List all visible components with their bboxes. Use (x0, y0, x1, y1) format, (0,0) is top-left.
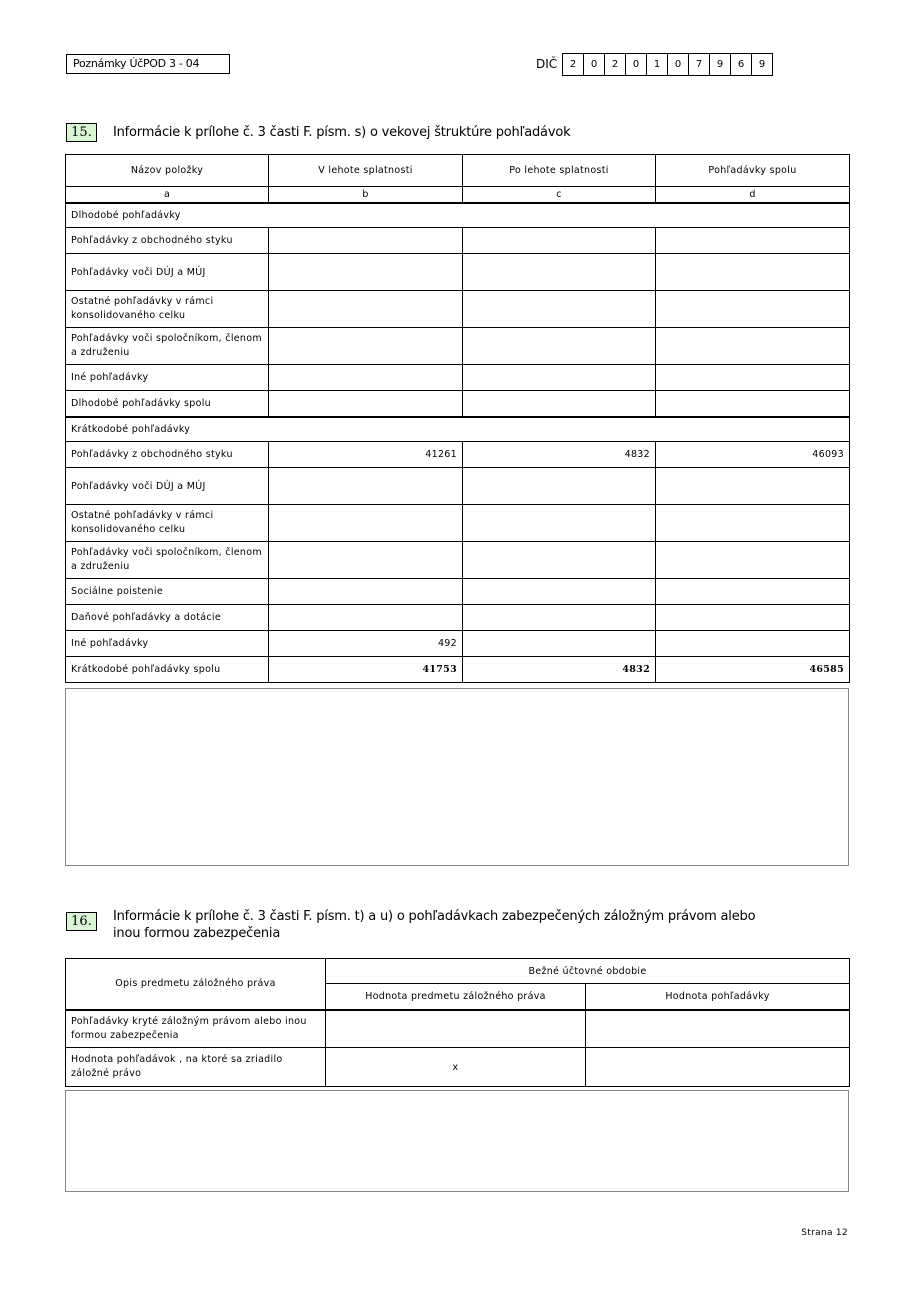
table-row (66, 505, 850, 542)
row-label: Pohľadávky kryté záložným právom alebo inou formou zabezpečenia (66, 1010, 326, 1048)
cell-past-due[interactable] (463, 631, 656, 657)
col-header-receivable-value: Hodnota pohľadávky (586, 984, 850, 1010)
table-row (66, 579, 850, 605)
cell-within-due (269, 391, 463, 417)
table-header-row (66, 959, 850, 984)
col-letter: a (66, 187, 269, 203)
cell-past-due[interactable] (463, 254, 656, 291)
cell-within-due[interactable] (269, 505, 463, 542)
cell-total[interactable] (656, 228, 850, 254)
cell-within-due[interactable] (269, 605, 463, 631)
cell-within-due[interactable] (269, 291, 463, 328)
cell-within-due[interactable] (269, 468, 463, 505)
dic-digit: 9 (758, 59, 766, 70)
dic-digit: 1 (647, 54, 668, 75)
cell-total[interactable] (656, 365, 850, 391)
cell-within-due[interactable] (269, 328, 463, 365)
table-row (66, 228, 850, 254)
table-row (66, 1048, 850, 1087)
row-label: Pohľadávky z obchodného styku (66, 228, 269, 254)
cell-past-due[interactable] (463, 365, 656, 391)
row-label: Sociálne poistenie (66, 579, 269, 605)
cell-within-due[interactable] (269, 579, 463, 605)
row-label: Iné pohľadávky (66, 365, 269, 391)
section-15-notes-field[interactable] (65, 688, 849, 866)
cell-receivable-value[interactable] (586, 1048, 850, 1087)
cell-total[interactable] (656, 328, 850, 365)
cell-past-due[interactable] (463, 505, 656, 542)
row-label: Pohľadávky voči spoločníkom, členom a združeniu (66, 542, 269, 579)
cell-past-due (463, 391, 656, 417)
table-row-subtotal (66, 657, 850, 683)
row-label: Pohľadávky voči DÚJ a MÚJ (66, 468, 269, 505)
table-row-subtotal (66, 391, 850, 417)
row-label: Pohľadávky voči spoločníkom, členom a združeniu (66, 328, 269, 365)
row-label: Pohľadávky z obchodného styku (66, 442, 269, 468)
col-header-total: Pohľadávky spolu (656, 155, 850, 187)
cell-past-due[interactable] (463, 605, 656, 631)
table-row (66, 442, 850, 468)
table-row (66, 291, 850, 328)
table-row (66, 365, 850, 391)
cell-past-due[interactable] (463, 579, 656, 605)
dic-digit: 7 (689, 54, 710, 75)
cell-total[interactable]: 46093 (656, 442, 850, 468)
cell-past-due[interactable] (463, 291, 656, 328)
col-header-past-due: Po lehote splatnosti (463, 155, 656, 187)
cell-total: 46585 (656, 657, 850, 683)
cell-past-due[interactable] (463, 228, 656, 254)
age-structure-table (65, 154, 850, 683)
cell-total[interactable] (656, 468, 850, 505)
table-header-row (66, 155, 850, 187)
dic-label: DIČ (536, 57, 558, 71)
col-header-description: Opis predmetu záložného práva (66, 959, 326, 1010)
form-code: Poznámky ÚčPOD 3 - 04 (66, 54, 230, 74)
cell-within-due[interactable] (269, 228, 463, 254)
row-label: Ostatné pohľadávky v rámci konsolidovaného celku (66, 505, 269, 542)
section-16-number: 16. (66, 912, 97, 931)
cell-within-due[interactable]: 41261 (269, 442, 463, 468)
cell-total[interactable] (656, 291, 850, 328)
cell-total[interactable] (656, 542, 850, 579)
cell-past-due[interactable] (463, 328, 656, 365)
section-16-notes-field[interactable] (65, 1090, 849, 1192)
row-label: Daňové pohľadávky a dotácie (66, 605, 269, 631)
cell-total (656, 391, 850, 417)
cell-collateral-value[interactable] (326, 1010, 586, 1048)
page-number: Strana 12 (801, 1228, 848, 1238)
table-row (66, 254, 850, 291)
cell-total[interactable] (656, 505, 850, 542)
col-header-current-period: Bežné účtovné obdobie (326, 959, 850, 984)
row-label: Krátkodobé pohľadávky spolu (66, 657, 269, 683)
row-label: Dlhodobé pohľadávky spolu (66, 391, 269, 417)
col-letter: d (656, 187, 850, 203)
dic-digit: 0 (668, 54, 689, 75)
group-heading-row (66, 417, 850, 442)
cell-collateral-value: x (326, 1048, 586, 1087)
cell-total[interactable] (656, 579, 850, 605)
section-15-title: Informácie k prílohe č. 3 časti F. písm. s) o vekovej štruktúre pohľadávok (113, 125, 571, 140)
dic-digit: 9 (710, 54, 731, 75)
row-label: Pohľadávky voči DÚJ a MÚJ (66, 254, 269, 291)
table-row (66, 605, 850, 631)
cell-within-due[interactable]: 492 (269, 631, 463, 657)
dic-field (562, 53, 773, 76)
row-label: Hodnota pohľadávok , na ktoré sa zriadilo záložné právo (66, 1048, 326, 1087)
cell-within-due[interactable] (269, 542, 463, 579)
table-row (66, 542, 850, 579)
col-header-within-due: V lehote splatnosti (269, 155, 463, 187)
row-label: Iné pohľadávky (66, 631, 269, 657)
section-16-title-line2: inou formou zabezpečenia (113, 926, 281, 941)
table-row (66, 631, 850, 657)
table-row (66, 1010, 850, 1048)
section-15-number: 15. (66, 123, 97, 142)
collateral-table (65, 958, 850, 1087)
cell-within-due[interactable] (269, 254, 463, 291)
dic-digit: 2 (605, 54, 626, 75)
cell-within-due[interactable] (269, 365, 463, 391)
section-16-title-line1: Informácie k prílohe č. 3 časti F. písm. t) a u) o pohľadávkach zabezpečených záložným právom alebo (113, 909, 756, 924)
col-letter: c (463, 187, 656, 203)
col-header-name: Názov položky (66, 155, 269, 187)
group-heading-row (66, 203, 850, 228)
cell-within-due: 41753 (269, 657, 463, 683)
cell-total[interactable] (656, 254, 850, 291)
dic-digit: 0 (584, 54, 605, 75)
col-letter: b (269, 187, 463, 203)
col-header-collateral-value: Hodnota predmetu záložného práva (326, 984, 586, 1010)
group-heading-long-term: Dlhodobé pohľadávky (66, 203, 850, 228)
cell-past-due: 4832 (463, 657, 656, 683)
dic-digit: 0 (626, 54, 647, 75)
cell-past-due[interactable] (463, 542, 656, 579)
group-heading-short-term: Krátkodobé pohľadávky (66, 417, 850, 442)
table-row (66, 468, 850, 505)
dic-digit: 6 (731, 54, 752, 75)
row-label: Ostatné pohľadávky v rámci konsolidovaného celku (66, 291, 269, 328)
cell-total[interactable] (656, 631, 850, 657)
dic-digit: 2 (563, 54, 584, 75)
cell-total[interactable] (656, 605, 850, 631)
cell-past-due[interactable]: 4832 (463, 442, 656, 468)
cell-past-due[interactable] (463, 468, 656, 505)
table-row (66, 328, 850, 365)
table-letters-row (66, 187, 850, 203)
cell-receivable-value[interactable] (586, 1010, 850, 1048)
